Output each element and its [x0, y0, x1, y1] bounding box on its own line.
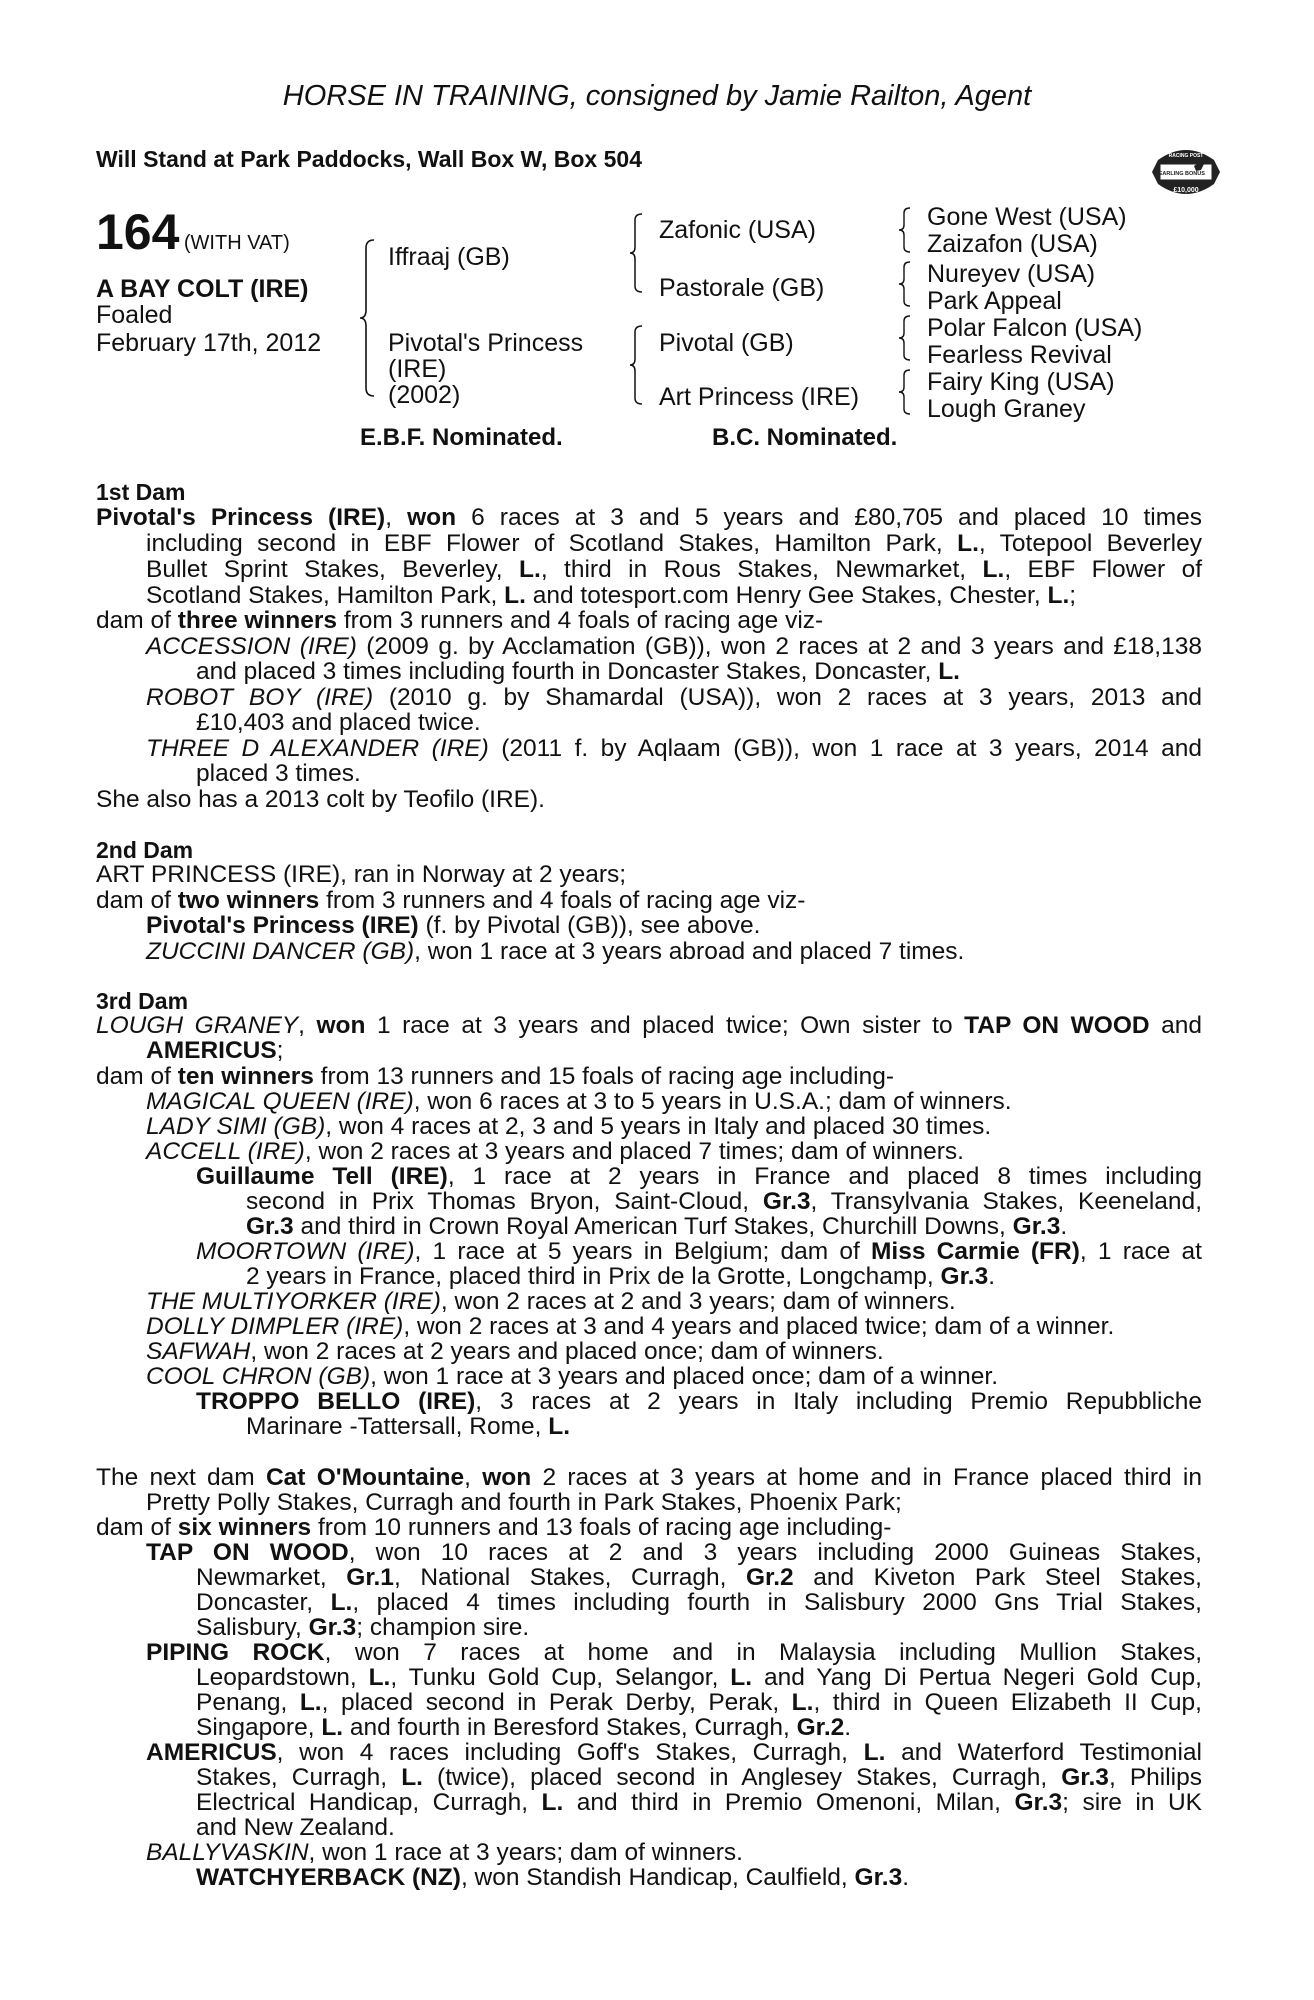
sire: Iffraaj (GB): [388, 243, 510, 271]
dam3-moortown-2: 2 years in France, placed third in Prix de la Grotte, Longchamp, Gr.3.: [246, 1263, 996, 1290]
dam3-line1: LOUGH GRANEY, won 1 race at 3 years and placed twice; Own sister to TAP ON WOOD and: [96, 1012, 1202, 1039]
sire-dam: Pastorale (GB): [659, 274, 825, 302]
dam3-cool-chron: COOL CHRON (GB), won 1 race at 3 years and placed once; dam of a winner.: [146, 1363, 999, 1390]
dam1-line5: dam of three winners from 3 runners and 4 foals of racing age viz-: [96, 607, 824, 634]
dam-line3: (2002): [388, 381, 461, 409]
dam1-line2: including second in EBF Flower of Scotland Stakes, Hamilton Park, L., Totepool Beverley: [146, 530, 1202, 557]
dam3-safwah: SAFWAH, won 2 races at 2 years and placed once; dam of winners.: [146, 1338, 884, 1365]
dam3-multiyorker: THE MULTIYORKER (IRE), won 2 races at 2 and 3 years; dam of winners.: [146, 1288, 956, 1315]
ds-dam: Fearless Revival: [927, 341, 1112, 369]
dam1-line3: Bullet Sprint Stakes, Beverley, L., third in Rous Stakes, Newmarket, L., EBF Flower of: [146, 556, 1203, 583]
lot-number-line: [96, 203, 290, 261]
pedigree-bracket-ss: [898, 206, 914, 254]
dam2-line2: dam of two winners from 3 runners and 4 foals of racing age viz-: [96, 887, 806, 914]
dd-sire: Fairy King (USA): [927, 368, 1115, 396]
pedigree-bracket-ds: [898, 314, 914, 362]
dam2-progeny2: ZUCCINI DANCER (GB), won 1 race at 3 years abroad and placed 7 times.: [146, 938, 965, 965]
dam3-lady-simi: LADY SIMI (GB), won 4 races at 2, 3 and 5 years in Italy and placed 30 times.: [146, 1113, 992, 1140]
foaled-date: February 17th, 2012: [96, 329, 322, 357]
ds-sire: Polar Falcon (USA): [927, 314, 1143, 342]
badge-amount: £10,000: [1173, 187, 1199, 194]
dam-line2: (IRE): [388, 355, 447, 383]
ss-dam: Zaizafon (USA): [927, 230, 1098, 258]
dam3-guillaume-tell-3: Gr.3 and third in Crown Royal American Turf Stakes, Churchill Downs, Gr.3.: [246, 1213, 1068, 1240]
badge-line2: YEARLING BONUS: [1155, 171, 1205, 177]
americus-3: Electrical Handicap, Curragh, L. and third in Premio Omenoni, Milan, Gr.3; sire in UK: [196, 1789, 1203, 1816]
dam3-magical-queen: MAGICAL QUEEN (IRE), won 6 races at 3 to 5 years in U.S.A.; dam of winners.: [146, 1088, 1012, 1115]
progeny-three-d: THREE D ALEXANDER (IRE) (2011 f. by Aqlaam (GB)), won 1 race at 3 years, 2014 and: [146, 735, 1202, 762]
lot-number: 164: [96, 204, 180, 260]
americus-2: Stakes, Curragh, L. (twice), placed second in Anglesey Stakes, Curragh, Gr.3, Philips: [196, 1764, 1202, 1791]
ballyvaskin: BALLYVASKIN, won 1 race at 3 years; dam of winners.: [146, 1839, 743, 1866]
dam1-also: She also has a 2013 colt by Teofilo (IRE).: [96, 786, 545, 813]
tap-on-wood-2: Newmarket, Gr.1, National Stakes, Curragh, Gr.2 and Kiveton Park Steel Stakes,: [196, 1564, 1202, 1591]
dam-sire: Pivotal (GB): [659, 329, 794, 357]
dam3-moortown: MOORTOWN (IRE), 1 race at 5 years in Belgium; dam of Miss Carmie (FR), 1 race at: [196, 1238, 1202, 1265]
stand-location: Will Stand at Park Paddocks, Wall Box W, Box 504: [96, 146, 642, 172]
dam2-progeny1: Pivotal's Princess (IRE) (f. by Pivotal (GB)), see above.: [146, 912, 761, 939]
foaled-label: Foaled: [96, 301, 173, 329]
tap-on-wood-1: TAP ON WOOD, won 10 races at 2 and 3 years including 2000 Guineas Stakes,: [146, 1539, 1202, 1566]
dam3-accell: ACCELL (IRE), won 2 races at 3 years and placed 7 times; dam of winners.: [146, 1138, 964, 1165]
page-title: HORSE IN TRAINING, consigned by Jamie Railton, Agent: [282, 80, 1032, 112]
pedigree-bracket-gen1: [360, 238, 380, 398]
nextdam-line3: dam of six winners from 10 runners and 13 foals of racing age including-: [96, 1514, 892, 1541]
progeny-robot-boy-cont: £10,403 and placed twice.: [196, 709, 481, 736]
dam3-guillaume-tell: Guillaume Tell (IRE), 1 race at 2 years in France and placed 8 times including: [196, 1163, 1202, 1190]
nextdam-line2: Pretty Polly Stakes, Curragh and fourth in Park Stakes, Phoenix Park;: [146, 1489, 902, 1516]
piping-rock-2: Leopardstown, L., Tunku Gold Cup, Selangor, L. and Yang Di Pertua Negeri Gold Cup,: [196, 1664, 1202, 1691]
pedigree-bracket-sd: [898, 260, 914, 308]
sire-sire: Zafonic (USA): [659, 216, 816, 244]
tap-on-wood-4: Salisbury, Gr.3; champion sire.: [196, 1614, 530, 1641]
watchyerback: WATCHYERBACK (NZ), won Standish Handicap, Caulfield, Gr.3.: [196, 1864, 910, 1891]
dam3-dolly-dimpler: DOLLY DIMPLER (IRE), won 2 races at 3 and 4 years and placed twice; dam of a winner.: [146, 1313, 1115, 1340]
dam1-line1: Pivotal's Princess (IRE), won 6 races at 3 and 5 years and £80,705 and placed 10 times: [96, 504, 1202, 531]
dam3-troppo-bello: TROPPO BELLO (IRE), 3 races at 2 years in Italy including Premio Repubbliche: [196, 1388, 1203, 1415]
progeny-robot-boy: ROBOT BOY (IRE) (2010 g. by Shamardal (USA)), won 2 races at 3 years, 2013 and: [146, 684, 1202, 711]
pedigree-bracket-sire: [630, 212, 648, 294]
dam3-troppo-bello-2: Marinare -Tattersall, Rome, L.: [246, 1413, 571, 1440]
dam-line1: Pivotal's Princess: [388, 329, 584, 357]
dam3-line2: AMERICUS;: [146, 1037, 284, 1064]
sd-dam: Park Appeal: [927, 287, 1062, 315]
dam3-heading: 3rd Dam: [96, 988, 189, 1014]
lot-name: A BAY COLT (IRE): [96, 275, 309, 303]
piping-rock-4: Singapore, L. and fourth in Beresford Stakes, Curragh, Gr.2.: [196, 1714, 852, 1741]
dam1-heading: 1st Dam: [96, 479, 186, 505]
dam2-line1: ART PRINCESS (IRE), ran in Norway at 2 years;: [96, 861, 627, 888]
nextdam-line1: The next dam Cat O'Mountaine, won 2 races at 3 years at home and in France placed third in: [96, 1464, 1202, 1491]
vat-label: (WITH VAT): [183, 232, 290, 254]
americus-1: AMERICUS, won 4 races including Goff's Stakes, Curragh, L. and Waterford Testimonial: [146, 1739, 1202, 1766]
progeny-three-d-cont: placed 3 times.: [196, 760, 361, 787]
piping-rock-3: Penang, L., placed second in Perak Derby, Perak, L., third in Queen Elizabeth II Cup,: [196, 1689, 1202, 1716]
yearling-bonus-badge: [1148, 138, 1224, 206]
bc-nominated: B.C. Nominated.: [712, 424, 898, 451]
badge-line1: RACING POST: [1168, 153, 1204, 159]
sd-sire: Nureyev (USA): [927, 260, 1096, 288]
pedigree-bracket-dam: [630, 324, 648, 406]
progeny-accession: ACCESSION (IRE) (2009 g. by Acclamation (GB)), won 2 races at 2 and 3 years and £18,138: [146, 633, 1202, 660]
dam2-heading: 2nd Dam: [96, 837, 194, 863]
dam1-line4: Scotland Stakes, Hamilton Park, L. and totesport.com Henry Gee Stakes, Chester, L.;: [146, 582, 1077, 609]
pedigree-bracket-dd: [898, 368, 914, 416]
dd-dam: Lough Graney: [927, 395, 1086, 423]
dam3-guillaume-tell-2: second in Prix Thomas Bryon, Saint-Cloud, Gr.3, Transylvania Stakes, Keeneland,: [246, 1188, 1202, 1215]
ss-sire: Gone West (USA): [927, 203, 1127, 231]
dam3-line3: dam of ten winners from 13 runners and 15 foals of racing age including-: [96, 1063, 895, 1090]
piping-rock-1: PIPING ROCK, won 7 races at home and in Malaysia including Mullion Stakes,: [146, 1639, 1203, 1666]
ebf-nominated: E.B.F. Nominated.: [360, 424, 563, 451]
tap-on-wood-3: Doncaster, L., placed 4 times including fourth in Salisbury 2000 Gns Trial Stakes,: [196, 1589, 1202, 1616]
progeny-accession-cont: and placed 3 times including fourth in Doncaster Stakes, Doncaster, L.: [196, 658, 960, 685]
americus-4: and New Zealand.: [196, 1814, 395, 1841]
dam-dam: Art Princess (IRE): [659, 383, 860, 411]
